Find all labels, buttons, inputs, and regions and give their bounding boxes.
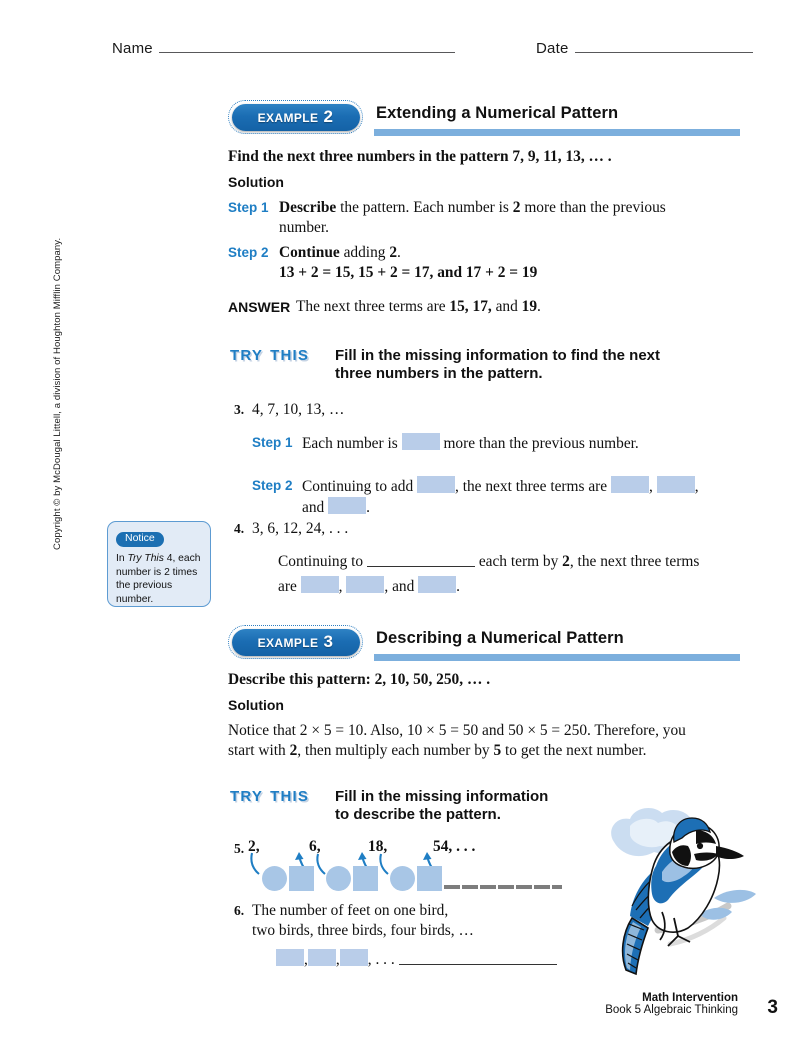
try-this-1-instruction-line-2: three numbers in the pattern.: [335, 365, 543, 383]
exercise-5-term-1: 2,: [248, 838, 260, 855]
name-field-group: [112, 40, 455, 57]
exercise-6-number: 6.: [234, 903, 245, 918]
exercise-4-blank-3[interactable]: [418, 576, 456, 593]
step-2-verb: Continue: [279, 244, 340, 261]
exercise-6-text: [252, 901, 592, 942]
example-2-step-1-label: Step 1: [228, 200, 269, 215]
answer-text-e: .: [537, 298, 541, 315]
answer-values-2: 19: [521, 298, 538, 315]
exercise-3-step-1-pre: Each number is: [302, 435, 398, 452]
exercise-5-circle-blank-1[interactable]: [262, 866, 287, 891]
exercise-5-write-line[interactable]: [444, 885, 562, 889]
copyright-notice: Copyright © by McDougal Littell, a division of Houghton Mifflin Company.: [52, 237, 63, 550]
exercise-6-line-1: The number of feet on one bird,: [252, 902, 449, 919]
example-2-answer-label: ANSWER: [228, 299, 291, 315]
exercise-3-blank-2[interactable]: [417, 476, 455, 493]
exercise-4-sequence: 3, 6, 12, 24, . . .: [252, 520, 349, 537]
exercise-4-write-line[interactable]: [367, 554, 475, 567]
step-2-value: 2: [389, 244, 398, 261]
notice-callout: [107, 521, 211, 607]
exercise-5-square-blank-2[interactable]: [353, 866, 378, 891]
example-2-solution-label: Solution: [228, 174, 284, 190]
footer-title: Math Intervention: [642, 992, 738, 1004]
exercise-4-comma-1: ,: [338, 578, 343, 596]
try-this-1-instruction: [335, 347, 715, 384]
exercise-5-number: 5.: [234, 841, 245, 856]
answer-values-1: 15, 17,: [449, 298, 492, 315]
exercise-3-blank-5[interactable]: [328, 497, 366, 514]
step-1-value: 2: [512, 199, 521, 216]
exercise-4-line-2-pre: are: [278, 578, 297, 596]
example-3-badge-pill: [232, 629, 360, 656]
example-2-title: Extending a Numerical Pattern: [376, 104, 619, 122]
page-number: 3: [767, 997, 778, 1018]
exercise-5-circle-blank-2[interactable]: [326, 866, 351, 891]
step-1-verb: Describe: [279, 199, 337, 216]
exercise-3-comma-1: ,: [649, 478, 653, 495]
exercise-3-step-1-text: [302, 433, 732, 454]
notice-text-b: 4, each number is 2 times the previous number.: [116, 553, 201, 605]
date-write-line[interactable]: [575, 41, 753, 53]
try-this-2-heading: [230, 783, 309, 807]
example-3-prompt: Describe this pattern: 2, 10, 50, 250, … .: [228, 671, 491, 688]
exercise-3-step-2-mid: , the next three terms are: [455, 478, 608, 495]
exercise-4-line-1-pre: Continuing to: [278, 553, 364, 570]
exercise-3-step-1-label: Step 1: [252, 435, 293, 450]
answer-text-a: The next three terms are: [296, 298, 450, 315]
name-label: Name: [112, 40, 153, 57]
exercise-4-line-1-post-a: each term by: [478, 553, 563, 570]
example-2-badge-pill: [232, 104, 360, 131]
example-2-badge-label: example 2: [257, 107, 334, 126]
step-2-text-d: .: [397, 244, 401, 261]
step-1-text-e: number.: [279, 219, 330, 237]
exercise-5-term-2: 6,: [309, 838, 321, 855]
try-this-2-instruction: [335, 788, 595, 825]
exercise-5-square-blank-1[interactable]: [289, 866, 314, 891]
notice-text-italic: Try This: [127, 553, 164, 565]
exercise-3-comma-2: ,: [694, 478, 699, 495]
exercise-6-answer-row: [276, 949, 616, 970]
exercise-6-comma-3: ,: [367, 951, 372, 968]
example-3-badge: [228, 625, 363, 659]
exercise-4-and: , and: [384, 578, 415, 596]
exercise-3-period: .: [366, 499, 370, 517]
date-field-group: [536, 40, 753, 57]
exercise-3-number: 3.: [234, 402, 245, 417]
example-3-solution-line-1: Notice that 2 × 5 = 10. Also, 10 × 5 = 50 and 50 × 5 = 250. Therefore, you: [228, 722, 686, 739]
exercise-6-write-line[interactable]: [399, 952, 557, 965]
name-write-line[interactable]: [159, 41, 455, 53]
example-2-answer-text: [296, 297, 736, 317]
exercise-3-step-2-pre: Continuing to add: [302, 478, 414, 495]
example-3-solution-label: Solution: [228, 697, 284, 713]
exercise-6-comma-2: ,: [335, 951, 340, 968]
exercise-4-line-1-post-c: , the next three terms: [569, 553, 700, 570]
exercise-6-blank-3[interactable]: [340, 949, 368, 966]
step-1-text-b: the pattern. Each number is: [336, 199, 513, 216]
answer-text-c: and: [491, 298, 522, 315]
exercise-3-step-2-and: and: [302, 499, 325, 517]
try-this-1-instruction-line-1: Fill in the missing information to find the next: [335, 347, 660, 364]
step-1-text-d: more than the previous: [520, 199, 666, 216]
blue-jay-illustration: [596, 802, 771, 987]
exercise-3-blank-4[interactable]: [657, 476, 695, 493]
exercise-4-blank-1[interactable]: [301, 576, 339, 593]
exercise-3-step-1-post: more than the previous number.: [443, 435, 639, 452]
example-3-solution-text: [228, 721, 738, 762]
try-this-2-instruction-line-1: Fill in the missing information: [335, 788, 549, 805]
example-2-badge: [228, 100, 363, 134]
example-3-factor: 5: [493, 742, 502, 760]
exercise-4-period: .: [456, 578, 461, 596]
exercise-6-ellipsis: . . .: [375, 951, 395, 968]
example-2-step-1-text: [279, 198, 734, 239]
exercise-3-step-2-label: Step 2: [252, 478, 293, 493]
date-label: Date: [536, 40, 569, 57]
notice-text: [116, 552, 203, 606]
page-header: [112, 40, 732, 70]
example-3-solution-line-2-a: start with: [228, 742, 290, 760]
example-2-prompt: Find the next three numbers in the pattern 7, 9, 11, 13, … .: [228, 148, 612, 165]
try-this-2-label: try this: [230, 783, 310, 806]
exercise-3-step-2-text: [302, 476, 737, 519]
example-2-underline-bar: [374, 129, 740, 136]
exercise-3-sequence: 4, 7, 10, 13, …: [252, 401, 345, 418]
exercise-4-number: 4.: [234, 521, 245, 536]
exercise-3-blank-1[interactable]: [402, 433, 440, 450]
footer-subtitle: Book 5 Algebraic Thinking: [605, 1004, 738, 1016]
notice-label: Notice: [116, 532, 164, 548]
exercise-5-circle-blank-3[interactable]: [390, 866, 415, 891]
notice-text-a: In: [116, 553, 128, 565]
exercise-3-blank-3[interactable]: [611, 476, 649, 493]
step-2-equations: 13 + 2 = 15, 15 + 2 = 17, and 17 + 2 = 19: [279, 264, 538, 282]
exercise-6-blank-2[interactable]: [308, 949, 336, 966]
example-3-badge-label: example 3: [257, 632, 334, 651]
example-3-underline-bar: [374, 654, 740, 661]
try-this-1-heading: [230, 342, 309, 366]
step-2-text-b: adding: [339, 244, 390, 261]
exercise-6-blank-1[interactable]: [276, 949, 304, 966]
exercise-4-text: [278, 552, 738, 603]
example-2-step-2-label: Step 2: [228, 245, 269, 260]
example-3-start-value: 2: [289, 742, 298, 760]
page-footer: [605, 992, 738, 1016]
exercise-4-blank-2[interactable]: [346, 576, 384, 593]
example-3-solution-line-2-e: to get the next number.: [501, 742, 647, 760]
exercise-6-comma-1: ,: [304, 951, 308, 968]
example-3-title: Describing a Numerical Pattern: [376, 629, 624, 647]
exercise-5-term-4: 54, . . .: [433, 838, 476, 855]
exercise-4-multiplier: 2: [562, 553, 570, 570]
exercise-5-square-blank-3[interactable]: [417, 866, 442, 891]
exercise-5-term-3: 18,: [368, 838, 388, 855]
exercise-6-line-2: two birds, three birds, four birds, …: [252, 922, 474, 940]
example-3-solution-line-2-c: , then multiply each number by: [297, 742, 494, 760]
try-this-2-instruction-line-2: to describe the pattern.: [335, 806, 501, 824]
try-this-1-label: try this: [230, 342, 310, 365]
example-2-step-2-text: [279, 243, 734, 284]
